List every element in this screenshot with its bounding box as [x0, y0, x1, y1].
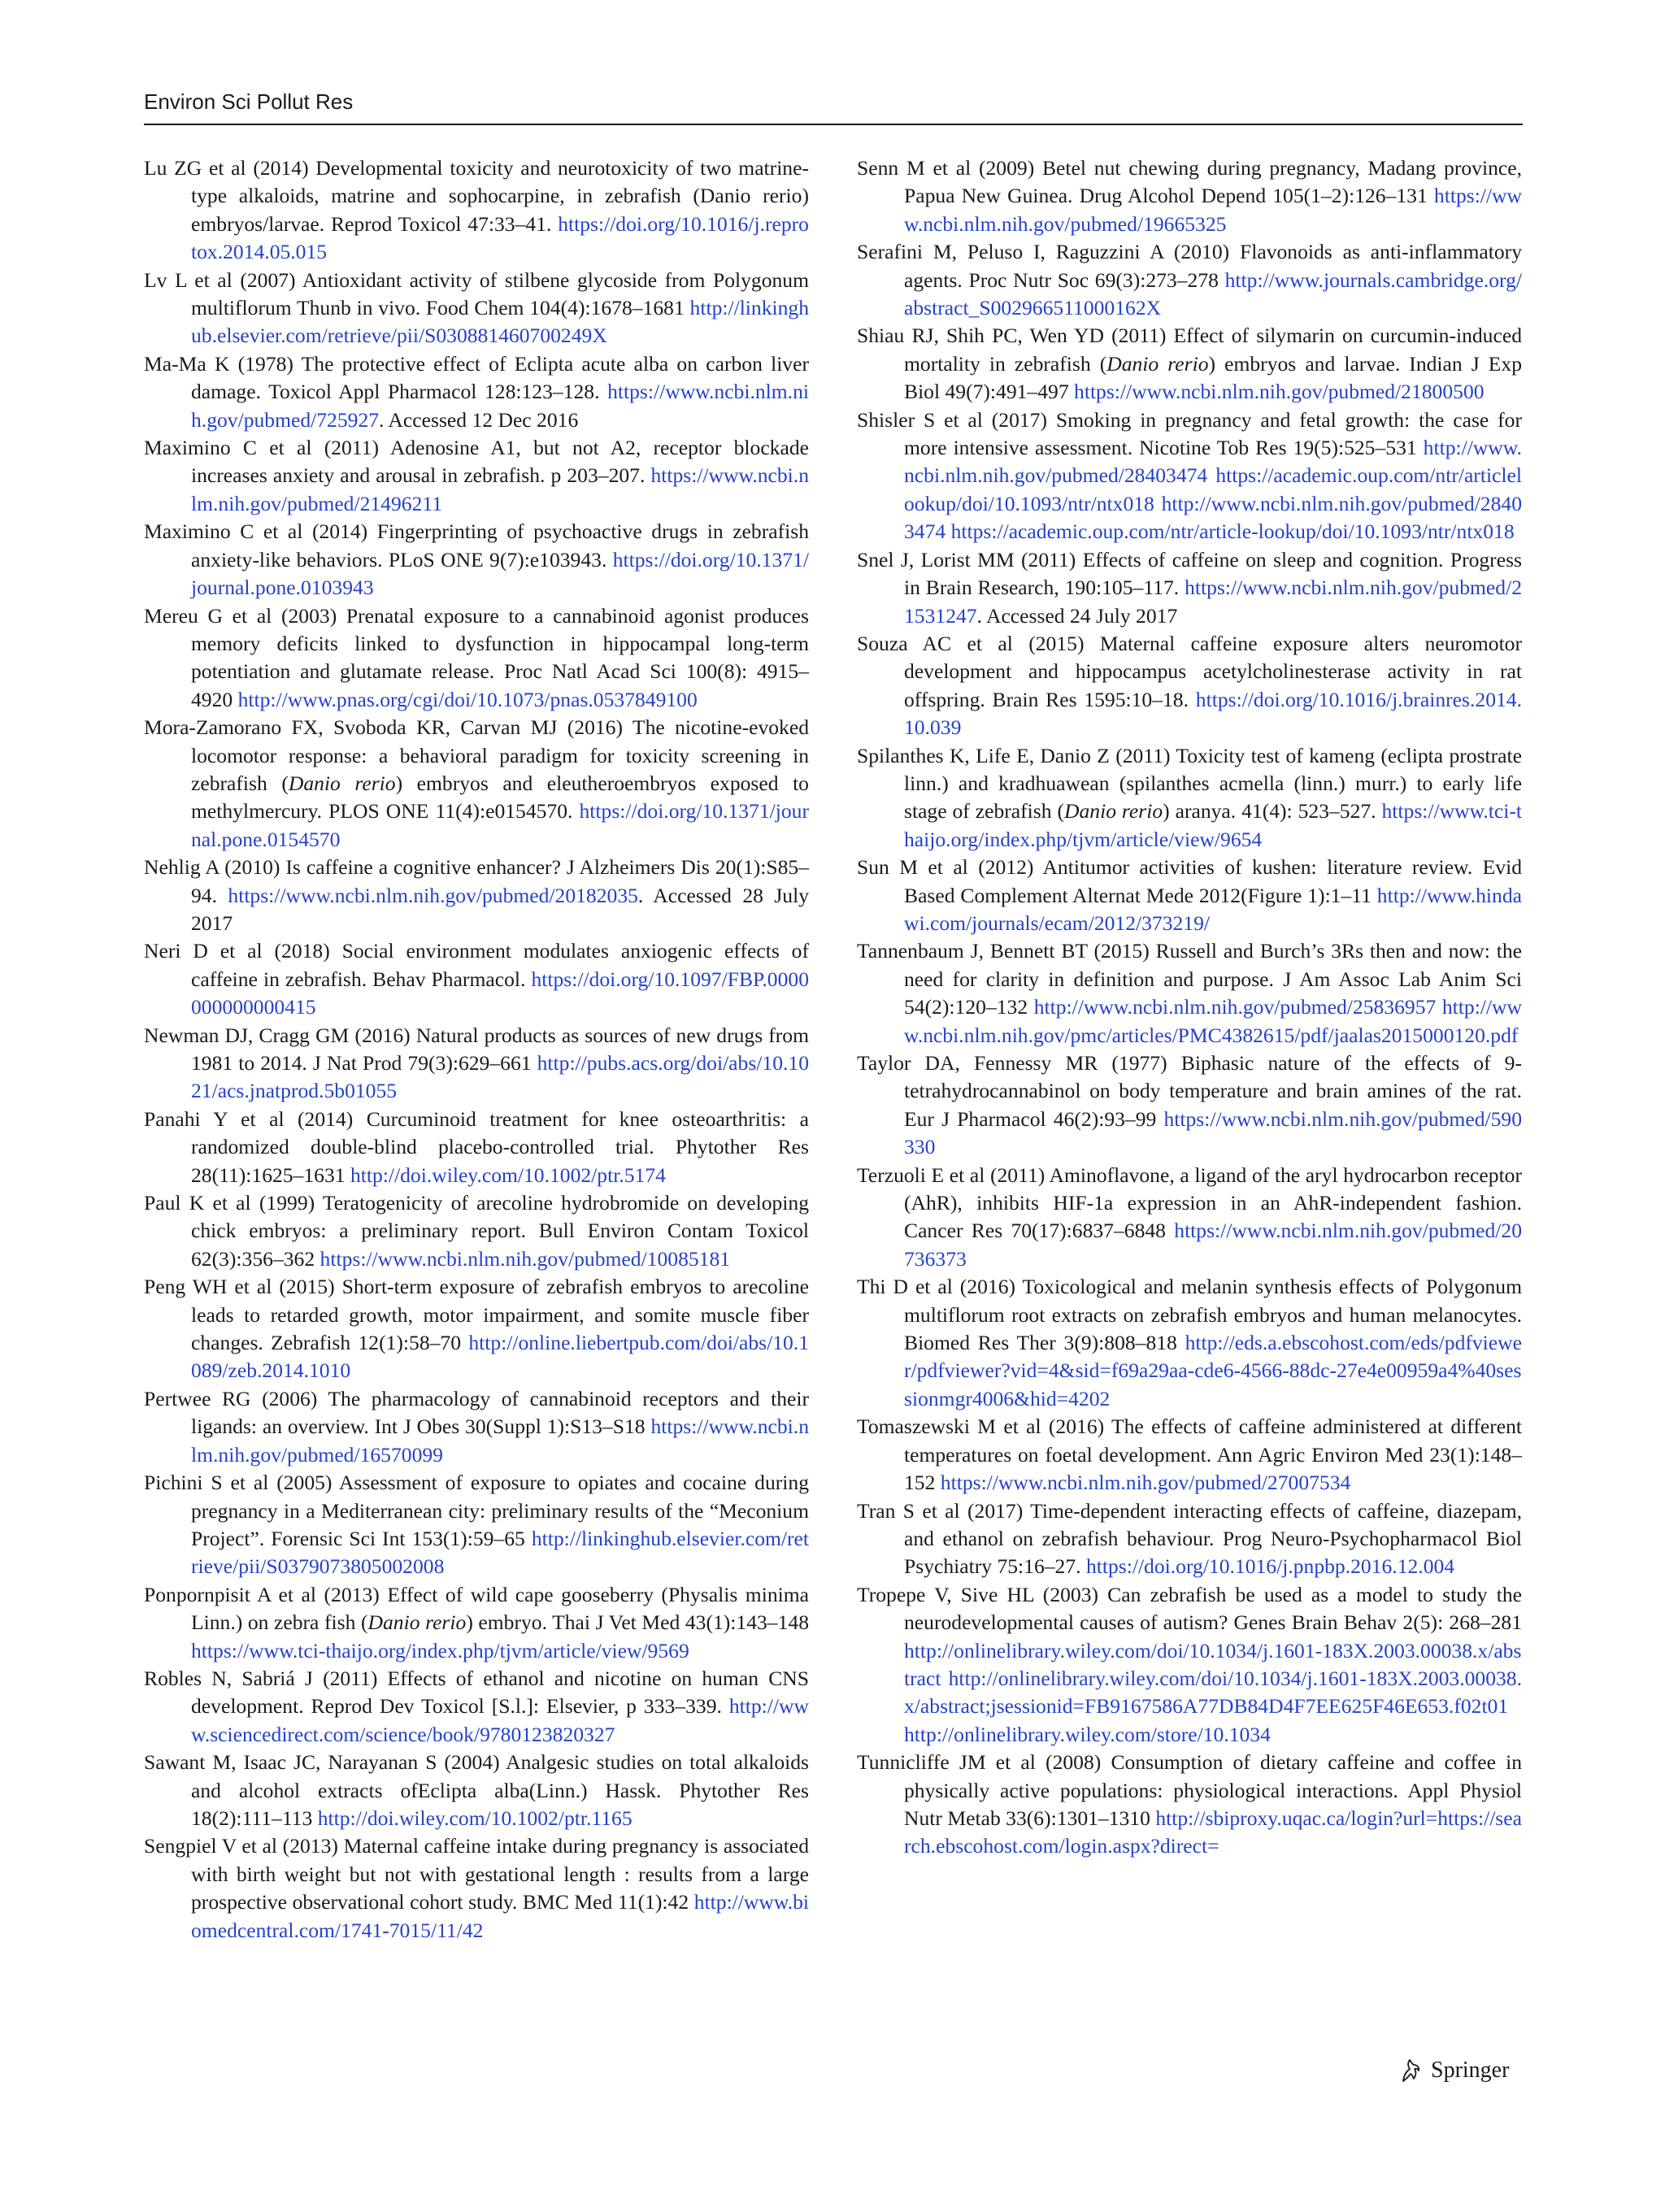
- reference-entry: [857, 406, 1522, 546]
- reference-entry: [857, 1497, 1522, 1581]
- reference-text: Mereu G et al (2003) Prenatal exposure to a cannabinoid agonist produces memory deficits linked to dysfunction in hippocampal long-term potentiation and glutamate release. Proc Natl Acad Sci 100(8): 4915–4920: [144, 603, 809, 711]
- reference-text: Sengpiel V et al (2013) Maternal caffeine intake during pregnancy is associated with birth weight but not with gestational length : results from a large prospective observational cohort study. BMC Med 11(1):42: [144, 1834, 809, 1914]
- reference-entry: [144, 434, 809, 518]
- reference-text: Maximino C et al (2014) Fingerprinting of psychoactive drugs in zebrafish anxiety-like behaviors. PLoS ONE 9(7):e103943.: [144, 519, 809, 571]
- publisher-logo: [1397, 2057, 1509, 2084]
- reference-entry: [857, 154, 1522, 238]
- reference-text: Serafini M, Peluso I, Raguzzini A (2010) Flavonoids as anti-inflammatory agents. Proc Nutr Soc 69(3):273–278: [857, 240, 1522, 292]
- reference-link[interactable]: http://linkinghub.elsevier.com/retrieve/pii/S030881460700249X: [191, 296, 810, 348]
- reference-link[interactable]: https://www.ncbi.nlm.nih.gov/pubmed/16570099: [191, 1415, 809, 1467]
- reference-link[interactable]: http://www.ncbi.nlm.nih.gov/pubmed/25836957 http://www.ncbi.nlm.nih.gov/pmc/articles/PMC4382615/pdf/jaalas2015000120.pdf: [904, 995, 1522, 1047]
- reference-text: Lv L et al (2007) Antioxidant activity of stilbene glycoside from Polygonum multiflorum Thunb in vivo. Food Chem 104(4):1678–1681: [144, 267, 809, 320]
- reference-text: ) aranya. 41(4): 523–527.: [1163, 799, 1376, 824]
- reference-text: Pertwee RG (2006) The pharmacology of cannabinoid receptors and their ligands: an overview. Int J Obes 30(Suppl 1):S13–S18: [144, 1386, 809, 1439]
- reference-entry: [857, 238, 1522, 322]
- reference-link[interactable]: http://doi.wiley.com/10.1002/ptr.5174: [350, 1162, 666, 1187]
- reference-entry: [857, 854, 1522, 937]
- springer-horse-icon: [1397, 2057, 1424, 2084]
- reference-entry: [144, 1665, 809, 1749]
- reference-entry: [144, 1469, 809, 1581]
- reference-entry: [144, 1106, 809, 1189]
- reference-text: Spilanthes K, Life E, Danio Z (2011) Toxicity test of kameng (eclipta prostrate linn.) and kradhuawean (spilanthes acmella (linn.) murr.) to early life stage of zebrafish (: [857, 743, 1522, 824]
- reference-link[interactable]: https://doi.org/10.1016/j.reprotox.2014.05.015: [191, 211, 809, 264]
- reference-entry: [144, 1832, 809, 1945]
- reference-text: Thi D et al (2016) Toxicological and melanin synthesis effects of Polygonum multiflorum root extracts on zebrafish embryos and human melanocytes. Biomed Res Ther 3(9):808–818: [857, 1275, 1522, 1355]
- reference-text: Sun M et al (2012) Antitumor activities of kushen: literature review. Evid Based Complement Alternat Mede 2012(Figure 1):1–11: [857, 855, 1522, 907]
- reference-link[interactable]: https://www.ncbi.nlm.nih.gov/pubmed/10085181: [320, 1246, 731, 1271]
- reference-link[interactable]: http://www.journals.cambridge.org/abstract_S002966511000162X: [904, 267, 1522, 320]
- reference-entry: [144, 714, 809, 854]
- reference-entry: [857, 1413, 1522, 1497]
- reference-entry: [144, 854, 809, 937]
- reference-entry: [857, 742, 1522, 854]
- reference-link[interactable]: https://doi.org/10.1016/j.brainres.2014.10.039: [904, 687, 1522, 740]
- reference-link[interactable]: https://doi.org/10.1097/FBP.0000000000000415: [191, 967, 809, 1019]
- running-head: Environ Sci Pollut Res: [144, 89, 354, 114]
- reference-entry: [857, 630, 1522, 742]
- reference-link[interactable]: http://eds.a.ebscohost.com/eds/pdfviewer/pdfviewer?vid=4&sid=f69a29aa-cde6-4566-88dc-27e4e00959a4%40sessionmgr4006&hid=4202: [904, 1331, 1522, 1410]
- reference-text: Mora-Zamorano FX, Svoboda KR, Carvan MJ (2016) The nicotine-evoked locomotor response: a behavioral paradigm for toxicity screening in zebrafish (: [144, 715, 809, 795]
- reference-link[interactable]: https://www.ncbi.nlm.nih.gov/pubmed/20736373: [904, 1219, 1522, 1271]
- reference-link[interactable]: https://www.ncbi.nlm.nih.gov/pubmed/725927: [191, 380, 809, 432]
- reference-accessed-date: . Accessed 24 July 2017: [976, 603, 1178, 628]
- reference-link[interactable]: https://www.tci-thaijo.org/index.php/tjvm/article/view/9654: [904, 799, 1523, 851]
- reference-text: Tunnicliffe JM et al (2008) Consumption of dietary caffeine and coffee in physically active populations: physiological interactions. Appl Physiol Nutr Metab 33(6):1301–1310: [857, 1750, 1522, 1830]
- reference-link[interactable]: https://www.tci-thaijo.org/index.php/tjvm/article/view/9569: [191, 1638, 689, 1662]
- reference-text: Shisler S et al (2017) Smoking in pregnancy and fetal growth: the case for more intensive assessment. Nicotine Tob Res 19(5):525–531: [857, 407, 1522, 460]
- reference-link[interactable]: https://www.ncbi.nlm.nih.gov/pubmed/27007534: [940, 1471, 1351, 1495]
- reference-entry: [144, 602, 809, 715]
- reference-text: Nehlig A (2010) Is caffeine a cognitive enhancer? J Alzheimers Dis 20(1):S85–94.: [144, 855, 809, 907]
- reference-entry: [857, 322, 1522, 406]
- reference-text: Taylor DA, Fennessy MR (1977) Biphasic nature of the effects of 9-tetrahydrocannabinol on body temperature and brain amines of the rat. Eur J Pharmacol 46(2):93–99: [857, 1051, 1522, 1131]
- reference-entry: [857, 1162, 1522, 1274]
- reference-entry: [144, 937, 809, 1021]
- reference-text: Senn M et al (2009) Betel nut chewing during pregnancy, Madang province, Papua New Guinea. Drug Alcohol Depend 105(1–2):126–131: [857, 156, 1522, 208]
- reference-text: ) embryos and eleutheroembryos exposed to methylmercury. PLOS ONE 11(4):e0154570.: [191, 771, 809, 824]
- reference-link[interactable]: http://pubs.acs.org/doi/abs/10.1021/acs.jnatprod.5b01055: [191, 1051, 809, 1103]
- reference-entry: [144, 1385, 809, 1469]
- reference-link[interactable]: https://doi.org/10.1371/journal.pone.0154570: [191, 799, 809, 851]
- reference-entry: [144, 1273, 809, 1385]
- reference-text: Pichini S et al (2005) Assessment of exposure to opiates and cocaine during pregnancy in a Mediterranean city: preliminary results of the “Meconium Project”. Forensic Sci Int 153(1):59–65: [144, 1471, 809, 1550]
- reference-text: ) embryo. Thai J Vet Med 43(1):143–148: [466, 1610, 809, 1635]
- reference-entry: [857, 1581, 1522, 1749]
- reference-text: Maximino C et al (2011) Adenosine A1, but not A2, receptor blockade increases anxiety and arousal in zebrafish. p 203–207.: [144, 436, 809, 488]
- reference-link[interactable]: http://onlinelibrary.wiley.com/doi/10.1034/j.1601-183X.2003.00038.x/abstract http://onlinelibrary.wiley.com/doi/10.1034/j.1601-183X.2003.00038.x/abstract;jsessionid=FB9167586A77DB84D4F7EE625F46E653.f02t01 http://onlinelibrary.wiley.com/store/10.1034: [904, 1638, 1522, 1746]
- reference-entry: [144, 154, 809, 267]
- reference-link[interactable]: http://online.liebertpub.com/doi/abs/10.1089/zeb.2014.1010: [191, 1331, 809, 1383]
- reference-text: Sawant M, Isaac JC, Narayanan S (2004) Analgesic studies on total alkaloids and alcohol extracts ofEclipta alba(Linn.) Hassk. Phytother Res 18(2):111–113: [144, 1750, 809, 1830]
- reference-link[interactable]: http://doi.wiley.com/10.1002/ptr.1165: [317, 1806, 633, 1830]
- reference-text: Lu ZG et al (2014) Developmental toxicity and neurotoxicity of two matrine-type alkaloids, matrine and sophocarpine, in zebrafish (Danio rerio) embryos/larvae. Reprod Toxicol 47:33–41.: [144, 156, 809, 236]
- reference-text: Tannenbaum J, Bennett BT (2015) Russell and Burch’s 3Rs then and now: the need for clarity in definition and purpose. J Am Assoc Lab Anim Sci 54(2):120–132: [857, 939, 1522, 1019]
- header-rule: [144, 124, 1523, 125]
- reference-accessed-date: . Accessed 28 July 2017: [191, 883, 809, 935]
- reference-text: Shiau RJ, Shih PC, Wen YD (2011) Effect of silymarin on curcumin-induced mortality in zebrafish (: [857, 324, 1522, 376]
- reference-text: Tran S et al (2017) Time-dependent interacting effects of caffeine, diazepam, and ethanol on zebrafish behaviour. Prog Neuro-Psychopharmacol Biol Psychiatry 75:16–27.: [857, 1498, 1522, 1579]
- reference-text: Robles N, Sabriá J (2011) Effects of ethanol and nicotine on human CNS development. Reprod Dev Toxicol [S.l.]: Elsevier, p 333–339.: [144, 1666, 809, 1719]
- reference-entry: [144, 1581, 809, 1665]
- reference-entry: [144, 1022, 809, 1106]
- reference-species-name: Danio rerio: [1106, 351, 1209, 376]
- reference-entry: [144, 350, 809, 434]
- reference-entry: [144, 518, 809, 602]
- reference-link[interactable]: http://www.hindawi.com/journals/ecam/2012/373219/: [904, 883, 1522, 935]
- reference-entry: [857, 1050, 1522, 1162]
- reference-link[interactable]: https://www.ncbi.nlm.nih.gov/pubmed/20182035: [228, 883, 638, 907]
- references-right-column: [857, 154, 1522, 1861]
- reference-link[interactable]: https://www.ncbi.nlm.nih.gov/pubmed/21531247: [904, 576, 1522, 628]
- reference-link[interactable]: http://www.pnas.org/cgi/doi/10.1073/pnas.0537849100: [237, 687, 698, 711]
- reference-link[interactable]: http://www.sciencedirect.com/science/book/9780123820327: [191, 1694, 809, 1746]
- reference-text: Ponpornpisit A et al (2013) Effect of wild cape gooseberry (Physalis minima Linn.) on zebra fish (: [144, 1582, 809, 1635]
- reference-link[interactable]: https://www.ncbi.nlm.nih.gov/pubmed/21496211: [191, 463, 809, 515]
- reference-text: ) embryos and larvae. Indian J Exp Biol 49(7):491–497: [904, 351, 1522, 404]
- reference-entry: [144, 1749, 809, 1832]
- reference-text: Ma-Ma K (1978) The protective effect of Eclipta acute alba on carbon liver damage. Toxicol Appl Pharmacol 128:123–128.: [144, 351, 809, 404]
- reference-text: Snel J, Lorist MM (2011) Effects of caffeine on sleep and cognition. Progress in Brain Research, 190:105–117.: [857, 547, 1522, 600]
- reference-species-name: Danio rerio: [1064, 799, 1163, 824]
- reference-species-name: Danio rerio: [288, 771, 396, 795]
- reference-link[interactable]: https://doi.org/10.1016/j.pnpbp.2016.12.004: [1085, 1554, 1455, 1579]
- publisher-name: Springer: [1431, 2058, 1510, 2083]
- reference-entry: [144, 1189, 809, 1273]
- reference-text: Peng WH et al (2015) Short-term exposure of zebrafish embryos to arecoline leads to retarded growth, motor impairment, and somite muscle fiber changes. Zebrafish 12(1):58–70: [144, 1275, 809, 1355]
- reference-text: Souza AC et al (2015) Maternal caffeine exposure alters neuromotor development and hippocampus acetylcholinesterase activity in rat offspring. Brain Res 1595:10–18.: [857, 631, 1522, 711]
- reference-text: Tropepe V, Sive HL (2003) Can zebrafish be used as a model to study the neurodevelopmental causes of autism? Genes Brain Behav 2(5): 268–281: [857, 1582, 1522, 1635]
- reference-entry: [857, 937, 1522, 1050]
- reference-link[interactable]: http://linkinghub.elsevier.com/retrieve/pii/S0379073805002008: [191, 1526, 810, 1579]
- reference-link[interactable]: http://www.ncbi.nlm.nih.gov/pubmed/28403474 https://academic.oup.com/ntr/articlelookup/doi/10.1093/ntr/ntx018 http://www.ncbi.nlm.nih.gov/pubmed/28403474 https://academic.oup.com/ntr/article-lookup/doi/10.1093/ntr/ntx018: [904, 436, 1523, 544]
- reference-link[interactable]: https://www.ncbi.nlm.nih.gov/pubmed/590330: [904, 1106, 1522, 1159]
- reference-link[interactable]: http://www.biomedcentral.com/1741-7015/11/42: [191, 1890, 809, 1942]
- reference-accessed-date: . Accessed 12 Dec 2016: [379, 407, 579, 432]
- reference-species-name: Danio rerio: [367, 1610, 467, 1635]
- reference-link[interactable]: https://www.ncbi.nlm.nih.gov/pubmed/19665325: [904, 184, 1522, 236]
- reference-entry: [857, 1273, 1522, 1413]
- reference-entry: [144, 267, 809, 350]
- reference-link[interactable]: https://www.ncbi.nlm.nih.gov/pubmed/21800500: [1074, 380, 1485, 404]
- reference-text: Tomaszewski M et al (2016) The effects of caffeine administered at different temperatures on foetal development. Ann Agric Environ Med 23(1):148–152: [857, 1415, 1522, 1495]
- reference-link[interactable]: https://doi.org/10.1371/journal.pone.0103943: [191, 547, 809, 600]
- reference-text: Panahi Y et al (2014) Curcuminoid treatment for knee osteoarthritis: a randomized double-blind placebo-controlled trial. Phytother Res 28(11):1625–1631: [144, 1106, 809, 1187]
- reference-link[interactable]: http://sbiproxy.uqac.ca/login?url=https://search.ebscohost.com/login.aspx?direct=: [904, 1806, 1522, 1858]
- reference-text: Paul K et al (1999) Teratogenicity of arecoline hydrobromide on developing chick embryos: a preliminary report. Bull Environ Contam Toxicol 62(3):356–362: [144, 1191, 809, 1271]
- reference-entry: [857, 1749, 1522, 1861]
- reference-text: Neri D et al (2018) Social environment modulates anxiogenic effects of caffeine in zebrafish. Behav Pharmacol.: [144, 939, 809, 991]
- reference-entry: [857, 546, 1522, 630]
- reference-text: Newman DJ, Cragg GM (2016) Natural products as sources of new drugs from 1981 to 2014. J Nat Prod 79(3):629–661: [144, 1023, 809, 1075]
- reference-text: Terzuoli E et al (2011) Aminoflavone, a ligand of the aryl hydrocarbon receptor (AhR), inhibits HIF-1a expression in an AhR-independent fashion. Cancer Res 70(17):6837–6848: [857, 1162, 1522, 1243]
- references-left-column: [144, 154, 809, 1945]
